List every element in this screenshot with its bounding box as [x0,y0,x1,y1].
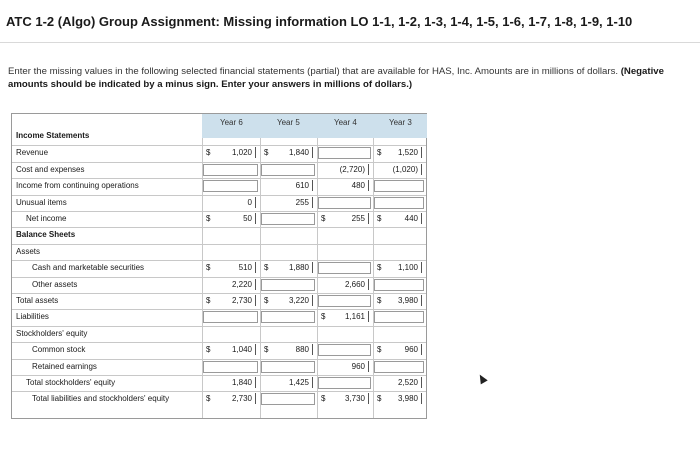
row-label: Stockholders' equity [16,328,88,338]
mouse-cursor-icon [476,373,487,385]
answer-input[interactable] [203,164,258,176]
answer-input[interactable] [318,377,371,389]
answer-input[interactable] [318,197,371,209]
cell-tick [421,295,422,306]
cell-tick [255,295,256,306]
cell-value: 0 [247,197,252,207]
dollar-sign: $ [206,296,211,305]
row-label: Cost and expenses [16,164,85,174]
cell-tick [312,262,313,273]
row-label: Net income [26,214,67,223]
dollar-sign: $ [206,214,211,223]
answer-input[interactable] [261,361,315,373]
cell-value: 480 [351,181,365,191]
cell-value: 1,020 [231,148,252,158]
answer-input[interactable] [261,393,315,405]
cell-tick [421,377,422,388]
dollar-sign: $ [377,263,382,273]
row-label: Total assets [16,296,59,305]
table-row [12,145,426,161]
table-row [12,277,426,293]
cell-value: 3,220 [288,296,309,305]
cell-value: 1,161 [344,312,365,322]
cell-tick [421,147,422,158]
row-label: Revenue [16,148,49,158]
table-row [12,309,426,325]
cell-value: 880 [295,345,309,355]
cell-tick [421,213,422,224]
cell-value: (2,720) [339,164,365,174]
row-label: Unusual items [16,197,67,207]
dollar-sign: $ [264,345,269,355]
cell-tick [255,377,256,388]
answer-input[interactable] [318,147,371,159]
cell-tick [255,393,256,404]
cell-value: 255 [351,214,365,223]
answer-input[interactable] [261,311,315,323]
financial-statements-table [11,113,427,419]
answer-input[interactable] [203,311,258,323]
table-row [12,359,426,375]
cell-tick [255,213,256,224]
cell-tick [368,361,369,372]
answer-input[interactable] [374,279,424,291]
dollar-sign: $ [206,394,211,404]
cell-tick [421,262,422,273]
cell-value: 1,880 [288,263,309,273]
cell-tick [312,377,313,388]
row-label: Total liabilities and stockholders' equity [32,394,170,404]
answer-input[interactable] [318,262,371,274]
cell-value: 960 [404,345,418,355]
column-header-year-3: Year 3 [389,118,412,127]
column-header-year-5: Year 5 [277,118,300,127]
table-row [12,375,426,391]
answer-input[interactable] [203,361,258,373]
dollar-sign: $ [377,214,382,223]
dollar-sign: $ [377,394,382,404]
cell-value: 50 [243,214,252,223]
cell-tick [368,393,369,404]
answer-input[interactable] [374,197,424,209]
cell-value: 2,520 [397,378,418,387]
dollar-sign: $ [377,296,382,305]
row-label: Other assets [32,279,78,289]
table-row [12,227,426,243]
cell-value: 2,220 [231,279,252,289]
answer-input[interactable] [261,213,315,225]
table-row [12,129,426,145]
cell-value: 2,660 [344,279,365,289]
cell-value: 2,730 [231,296,252,305]
cell-value: 3,980 [397,394,418,404]
column-header-year-4: Year 4 [334,118,357,127]
table-row [12,342,426,358]
cell-tick [421,344,422,355]
dollar-sign: $ [377,345,382,355]
instructions [8,65,700,91]
answer-input[interactable] [318,344,371,356]
cell-tick [368,279,369,290]
answer-input[interactable] [261,279,315,291]
cell-value: 1,520 [397,148,418,158]
answer-input[interactable] [203,180,258,192]
cell-tick [421,393,422,404]
cell-value: 960 [351,361,365,371]
cell-tick [421,164,422,175]
dollar-sign: $ [321,394,326,404]
cell-value: 440 [404,214,418,223]
row-label: Total stockholders' equity [26,378,116,387]
cell-tick [255,344,256,355]
dollar-sign: $ [206,345,211,355]
cell-tick [312,147,313,158]
cell-value: 255 [295,197,309,207]
dollar-sign: $ [321,214,326,223]
cell-tick [368,311,369,322]
instructions-bold: (Negative amounts should be indicated by a minus sign. Enter your answers in millions of dollars.) [8,66,664,90]
dollar-sign: $ [206,263,211,273]
cell-tick [312,344,313,355]
cell-value: 1,100 [397,263,418,273]
table-row [12,391,426,407]
dollar-sign: $ [264,148,269,158]
row-label: Common stock [32,345,86,355]
table-row [12,326,426,342]
answer-input[interactable] [374,311,424,323]
answer-input[interactable] [374,180,424,192]
cell-value: 1,840 [288,148,309,158]
row-label: Balance Sheets [16,230,76,240]
cell-tick [255,262,256,273]
cell-value: 3,980 [397,296,418,305]
cell-tick [368,213,369,224]
row-label: Retained earnings [32,361,97,371]
column-header-year-6: Year 6 [220,118,243,127]
title-divider [0,42,700,43]
page-title: ATC 1-2 (Algo) Group Assignment: Missing information LO 1-1, 1-2, 1-3, 1-4, 1-5, 1-6, 1-7, 1-8, 1-9, 1-10 [6,14,633,29]
cell-value: (1,020) [392,164,418,174]
answer-input[interactable] [261,164,315,176]
table-row [12,162,426,178]
cell-value: 2,730 [231,394,252,404]
cell-tick [312,295,313,306]
cell-value: 3,730 [344,394,365,404]
row-label: Income from continuing operations [16,181,139,191]
row-label: Liabilities [16,312,49,322]
instructions-text: Enter the missing values in the following selected financial statements (partial) that are available for HAS, Inc. Amounts are in millions of dollars. [8,66,619,77]
cell-tick [255,147,256,158]
cell-value: 510 [238,263,252,273]
table-row [12,195,426,211]
cell-tick [312,180,313,191]
table-row [12,244,426,260]
cell-tick [368,180,369,191]
table-row [12,178,426,194]
cell-value: 1,425 [288,378,309,387]
dollar-sign: $ [264,296,269,305]
cell-tick [255,197,256,208]
dollar-sign: $ [377,148,382,158]
row-label: Assets [16,246,41,256]
table-row [12,260,426,276]
cell-value: 1,840 [231,378,252,387]
table-row [12,293,426,309]
table-row [12,211,426,227]
cell-tick [368,164,369,175]
row-label: Cash and marketable securities [32,263,145,273]
answer-input[interactable] [374,361,424,373]
cell-value: 610 [295,181,309,191]
cell-value: 1,040 [231,345,252,355]
dollar-sign: $ [321,312,326,322]
answer-input[interactable] [318,295,371,307]
row-label: Income Statements [16,131,90,140]
dollar-sign: $ [206,148,211,158]
cell-tick [255,279,256,290]
cell-tick [312,197,313,208]
dollar-sign: $ [264,263,269,273]
